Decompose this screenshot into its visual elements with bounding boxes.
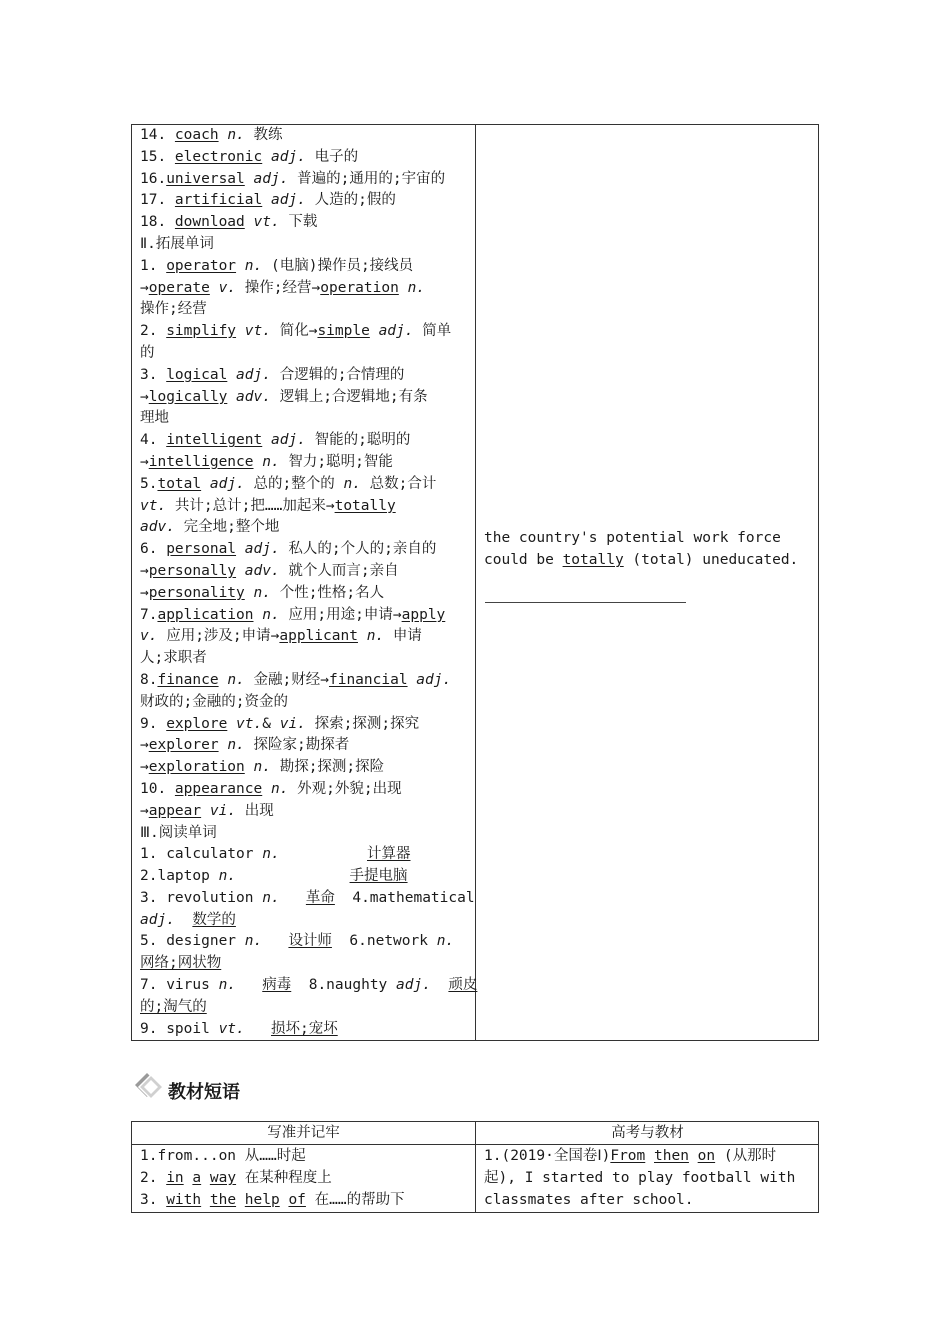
vocabulary-table [131,124,819,1041]
line-text: adj. [270,148,306,165]
line-text [236,323,245,339]
text-line [140,256,470,278]
line-text: 5. [140,475,158,492]
line-text: 人;求职者 [140,650,207,667]
answer-text: on [697,1148,716,1164]
answer-text: the [209,1192,237,1208]
line-text: adj. [244,541,280,558]
phrase-list [140,1145,470,1211]
line-text: adj. [270,432,306,449]
answer-text: with [166,1192,202,1208]
line-text: adv. [244,562,280,579]
line-text: n. [227,737,245,754]
line-text: 电子的 [305,148,359,165]
line-text: n. [218,977,237,994]
answer-text: total [157,475,202,492]
line-text: v. [218,279,237,296]
line-text: vi. [209,802,237,819]
line-text: 6.network [331,933,437,950]
line-text: n. [366,628,385,645]
line-text: 17. [140,192,175,209]
text-line [140,408,470,430]
line-text: 申请 [384,628,422,645]
line-text: → [140,759,149,776]
line-text: n. [436,933,455,950]
line-text [227,389,236,405]
line-text: vt. [218,1020,245,1037]
line-text [201,476,210,492]
line-text: n. [227,127,245,143]
line-text: 14. [140,127,175,143]
line-text: & [262,715,280,732]
line-text: n. [262,889,280,906]
line-text [254,454,263,470]
answer-text: financial [328,671,408,688]
answer-text: operation [320,279,399,296]
line-text: n. [407,279,426,296]
text-line [140,801,470,823]
example-sentence [484,527,814,571]
text-line [140,714,470,736]
line-text: adj. [140,911,175,928]
text-line [140,169,470,191]
text-line [140,452,470,474]
line-text [210,280,219,296]
line-text: → [140,737,149,754]
answer-text: 网络;网状物 [140,955,222,972]
answer-text: 病毒 [262,977,292,994]
answer-text: universal [166,170,245,187]
line-text [219,127,228,143]
line-text: 18. [140,214,175,231]
answer-text: 顽皮 [448,977,478,994]
line-text: 人造的;假的 [305,192,396,209]
text-line [140,975,478,997]
line-text: 合逻辑的;合情理的 [270,366,405,383]
line-text [175,912,192,928]
answer-text: 设计师 [288,933,332,950]
exam-example [484,1145,814,1211]
column-divider [475,125,476,1040]
answer-text: appearance [174,780,263,797]
text-line [140,1019,470,1041]
text-line [140,299,470,321]
line-text: 1. calculator [140,846,263,863]
text-line [140,147,470,169]
line-text [236,541,245,557]
line-text: 5. designer [140,933,245,950]
line-text: 外观;外貌;出现 [288,780,402,797]
answer-blank-line [485,602,686,603]
line-text [219,737,228,753]
text-line [140,648,470,670]
answer-text: artificial [174,192,263,209]
answer-text: apply [401,606,446,623]
text-line [140,888,475,910]
answer-text: then [654,1148,689,1164]
line-text: adj. [396,977,431,994]
vocabulary-list [140,125,478,1040]
text-line [140,735,470,757]
line-text: 3. [140,1192,167,1208]
text-line [140,125,470,147]
line-text: n. [244,257,263,274]
line-text: 在某种程度上 [236,1170,332,1186]
text-line [140,517,470,539]
line-text [408,672,417,688]
line-text: n. [262,453,280,470]
line-text: 15. [140,148,175,165]
line-text: 2. [140,1170,167,1186]
line-text: 2.laptop [140,868,219,885]
line-text: 6. [140,541,167,558]
header-left: 写准并记牢 [267,1125,340,1141]
line-text: 智力;聪明;智能 [279,453,393,470]
line-text [219,672,228,688]
line-text: adj. [253,170,289,187]
line-text [358,628,367,644]
line-text: 财政的;金融的;资金的 [140,693,288,710]
line-text: 教练 [244,127,283,143]
line-text [254,607,263,623]
line-text [227,716,236,732]
line-text: 10. [140,780,175,797]
text-line [140,474,470,496]
answer-text: in [166,1170,184,1186]
line-text [431,977,448,993]
line-text: 应用;涉及;申请→ [157,628,280,645]
answer-text: of [288,1192,306,1208]
line-text: → [140,584,149,601]
line-text: 3. [140,366,167,383]
answer-text: logical [166,366,228,383]
text-line [484,1167,814,1189]
answer-text: simple [317,323,370,340]
line-text: → [140,562,149,579]
text-line [484,549,814,571]
line-text: adv. [236,388,271,405]
answer-text: application [157,606,254,623]
line-text [280,846,367,862]
line-text: 9. spoil [140,1020,219,1037]
line-text: 出现 [236,802,274,819]
line-text: 简单 [413,323,452,340]
answer-text: operate [148,279,210,296]
text-line [140,190,470,212]
line-text: 操作;经营→ [236,279,321,296]
line-text: 4.mathematical [334,889,475,906]
line-text: 下载 [279,214,318,231]
text-line [140,234,470,256]
line-text: n. [244,933,263,950]
text-line [140,844,470,866]
text-line [140,343,470,365]
line-text: Ⅱ.拓展单词 [140,235,214,252]
line-text: 2. [140,323,167,340]
text-line [140,757,470,779]
answer-text: electronic [174,148,263,165]
answer-text: simplify [166,323,237,340]
text-line [140,626,470,648]
header-right: 高考与教材 [611,1125,684,1141]
answer-text: operator [166,257,237,274]
line-text: v. [140,628,158,645]
text-line [140,387,470,409]
answer-text: explore [166,715,228,732]
line-text: Ⅲ.阅读单词 [140,824,217,841]
answer-text: personality [148,584,245,601]
answer-text: logically [148,388,228,405]
line-text: adj. [236,366,271,383]
text-line [484,1145,814,1167]
line-text [262,149,271,165]
line-text: 共计;总计;把……加起来→ [166,497,335,514]
line-text: → [140,453,149,470]
text-line [140,779,470,801]
line-text: 探索;探测;探究 [305,715,420,732]
line-text: 就个人而言;亲自 [279,562,399,579]
line-text: 探险家;勘探者 [244,737,350,754]
line-text: (电脑)操作员;接线员 [262,257,414,274]
line-text: 个性;性格;名人 [270,584,385,601]
line-text: vt. [140,497,167,514]
line-text: vt. [236,715,263,732]
line-text: → [140,279,149,296]
line-text: 8. [140,671,158,688]
answer-text: totally [562,552,624,568]
line-text: n. [218,868,237,885]
line-text: (total) uneducated. [623,552,799,568]
answer-text: download [174,214,245,231]
line-text [236,258,245,274]
section-title: 教材短语 [168,1082,240,1103]
line-text [262,432,271,448]
answer-text: exploration [148,759,245,776]
line-text: → [140,388,149,405]
answer-text: coach [174,127,219,143]
line-text: 理地 [140,410,169,427]
line-text: n. [253,584,271,601]
line-text: 勘探;探测;探险 [270,759,385,776]
answer-text: totally [334,497,396,514]
answer-text: 计算器 [367,846,411,863]
line-text: 8.naughty [291,977,397,994]
line-text: 7. virus [140,977,219,994]
answer-text: intelligence [148,453,254,470]
line-text: n. [253,759,271,776]
text-line [140,1189,470,1211]
answer-text: 的;淘气的 [140,998,207,1015]
line-text [689,1148,698,1164]
line-text: 智能的;聪明的 [305,432,411,449]
line-text: n. [270,780,289,797]
text-line [140,605,470,627]
line-text: 1.(2019·全国卷Ⅰ) [484,1148,611,1164]
line-text [201,1192,210,1208]
line-text: 普遍的;通用的;宇宙的 [288,170,446,187]
line-text: 金融;财经→ [244,671,329,688]
answer-text: appear [148,802,202,819]
line-text: adj. [209,475,245,492]
answer-text: a [192,1170,202,1186]
text-line [140,670,470,692]
text-line [140,997,470,1019]
answer-text: 手提电脑 [349,868,408,885]
text-line [484,527,814,549]
line-text: adv. [140,519,175,536]
text-line [140,953,470,975]
line-text: 私人的;个人的;亲自的 [279,541,437,558]
line-text: 总数;合计 [360,475,437,492]
line-text: 应用;用途;申请→ [279,606,402,623]
line-text [280,890,306,906]
line-text: 总的;整个的 [244,475,344,492]
text-line [140,561,470,583]
text-line [140,692,470,714]
line-text: the country's potential work force [484,530,781,546]
answer-text: personal [166,541,237,558]
line-text: 1.from...on 从……时起 [140,1148,306,1164]
line-text: n. [262,846,280,863]
answer-text: intelligent [166,432,263,449]
line-text: vt. [244,323,271,340]
line-text [227,367,236,383]
line-text [245,759,254,775]
text-line [140,1167,470,1189]
line-text [399,280,408,296]
answer-text: explorer [148,737,219,754]
line-text: 7. [140,606,158,623]
line-text: 简化→ [270,323,318,340]
line-text [236,977,262,993]
line-text [245,214,254,230]
line-text: 完全地;整个地 [174,519,280,536]
phrase-table [131,1121,819,1213]
line-text: vt. [253,214,280,231]
line-text: 起), I started to play football with [484,1170,796,1186]
answer-text: personally [148,562,237,579]
line-text [201,1170,210,1186]
line-text [201,803,210,819]
text-line [140,496,470,518]
line-text: could be [484,552,563,568]
line-text: 3. revolution [140,889,263,906]
line-text: adj. [270,192,306,209]
line-text: adj. [378,323,414,340]
text-line [140,910,470,932]
line-text [245,171,254,187]
text-line [140,931,470,953]
line-text: n. [343,475,361,492]
line-text: classmates after school. [484,1192,694,1208]
text-line [140,430,470,452]
line-text [245,585,254,601]
diamond-stack-icon [134,1071,164,1101]
line-text: (从那时 [715,1148,777,1164]
text-line [140,823,470,845]
line-text: vi. [279,715,306,732]
answer-text: From [610,1148,646,1164]
text-line [140,365,470,387]
line-text: 操作;经营 [140,301,207,318]
line-text [236,868,350,884]
line-text [236,563,245,579]
text-line [140,278,470,300]
text-line [140,866,470,888]
text-line [140,539,470,561]
answer-text: way [209,1170,237,1186]
line-text: 16. [140,170,167,187]
line-text [370,323,379,339]
answer-text: 数学的 [192,911,236,928]
line-text: adj. [416,671,452,688]
text-line [140,212,470,234]
line-text [262,192,271,208]
line-text: 4. [140,432,167,449]
text-line [484,1189,814,1211]
text-line [140,1145,470,1167]
text-line [140,583,470,605]
line-text [262,933,288,949]
line-text: 1. [140,257,167,274]
answer-text: applicant [279,628,358,645]
line-text: 的 [140,344,155,361]
line-text: 9. [140,715,167,732]
line-text [236,1192,245,1208]
line-text: → [140,802,149,819]
answer-text: help [244,1192,280,1208]
line-text: 在……的帮助下 [305,1192,405,1208]
line-text [262,781,271,797]
answer-text: finance [157,671,219,688]
line-text [645,1148,654,1164]
line-text: n. [262,606,280,623]
line-text: 逻辑上;合逻辑地;有条 [270,388,428,405]
line-text: n. [227,671,245,688]
answer-text: 革命 [305,889,335,906]
answer-text: 损坏;宠坏 [270,1020,338,1037]
line-text [245,1021,271,1037]
text-line [140,321,470,343]
